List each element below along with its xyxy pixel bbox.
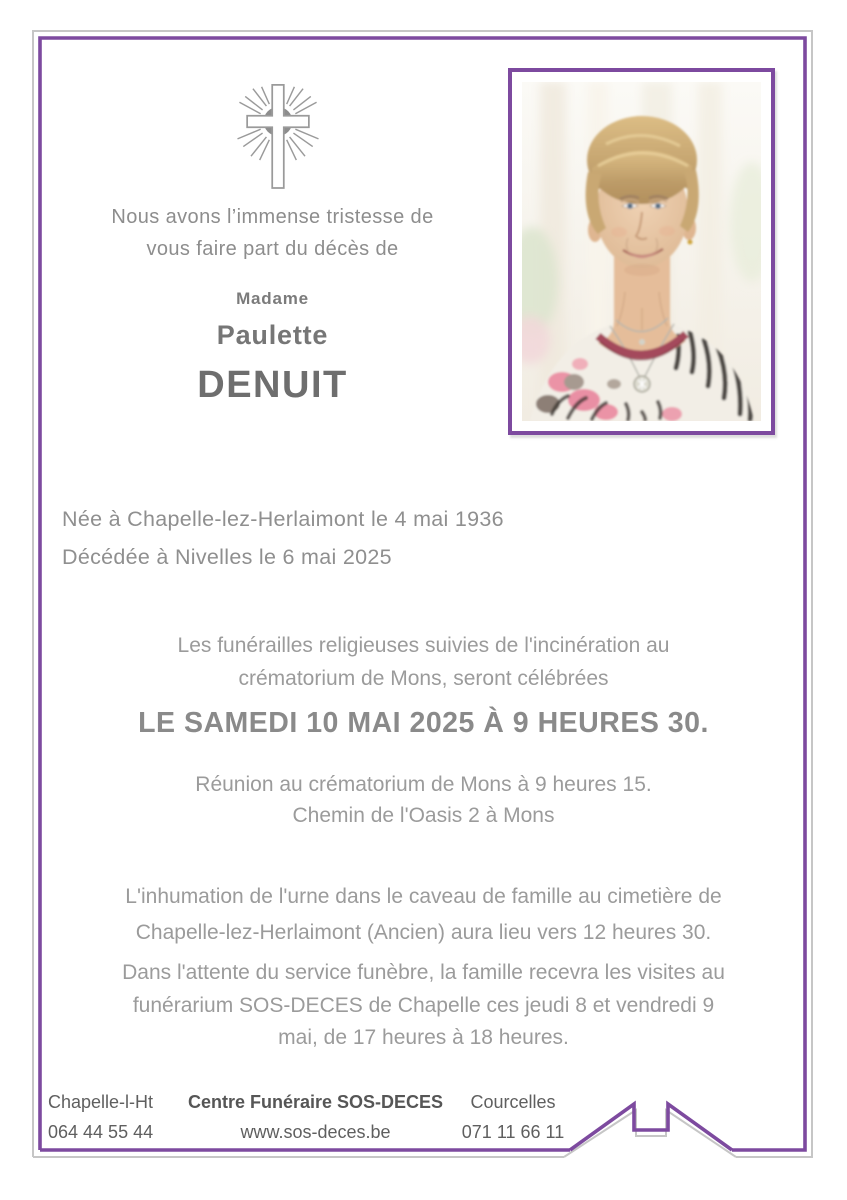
intro-line-1: Nous avons l’immense tristesse de <box>111 206 434 228</box>
footer-city-left: Chapelle-l-Ht <box>48 1092 154 1112</box>
life-dates <box>62 500 662 576</box>
last-name: DENUIT <box>197 364 348 406</box>
footer-row-cities <box>48 1092 578 1113</box>
visitation-line-1: Dans l'attente du service funèbre, la famille recevra les visites au <box>122 961 725 984</box>
footer-row-contacts <box>48 1122 578 1143</box>
honorific-title: Madame <box>236 289 309 308</box>
burial-line-1: L'inhumation de l'urne dans le caveau de famille au cimetière de <box>125 885 722 908</box>
portrait-photo-frame <box>508 68 775 435</box>
visitation-line-3: mai, de 17 heures à 18 heures. <box>278 1026 569 1049</box>
intro-line-2: vous faire part du décès de <box>146 238 399 260</box>
ceremony-line-2: crématorium de Mons, seront célébrées <box>238 667 609 690</box>
footer-phone-right: 071 11 66 11 <box>461 1122 565 1142</box>
burial-text <box>50 879 797 951</box>
first-name: Paulette <box>216 320 329 350</box>
death-line: Décédée à Nivelles le 6 mai 2025 <box>62 545 392 569</box>
burial-line-2: Chapelle-lez-Herlaimont (Ancien) aura lieu vers 12 heures 30. <box>135 921 712 944</box>
visitation-text <box>50 957 797 1055</box>
footer-city-right: Courcelles <box>470 1092 556 1112</box>
funeral-home-name: Centre Funéraire SOS-DECES <box>187 1092 444 1112</box>
visitation-line-2: funérarium SOS-DECES de Chapelle ces jeudi 8 et vendredi 9 <box>132 993 715 1017</box>
intro-text <box>40 201 505 265</box>
house-logo-outline-icon <box>570 1104 732 1150</box>
footer-phone-left: 064 44 55 44 <box>48 1122 154 1142</box>
meeting-info <box>40 769 807 831</box>
ceremony-line-1: Les funérailles religieuses suivies de l'incinération au <box>177 634 670 657</box>
house-logo-outline-gray <box>564 1110 736 1157</box>
meeting-line: Réunion au crématorium de Mons à 9 heures 15. <box>195 773 652 796</box>
address-line: Chemin de l'Oasis 2 à Mons <box>292 804 555 827</box>
ceremony-text <box>60 629 787 695</box>
ceremony-date-line: LE SAMEDI 10 MAI 2025 À 9 HEURES 30. <box>138 707 709 739</box>
portrait-photo <box>522 82 761 421</box>
cross-with-rays-icon <box>224 76 332 194</box>
birth-line: Née à Chapelle-lez-Herlaimont le 4 mai 1936 <box>62 507 504 531</box>
footer-website: www.sos-deces.be <box>240 1122 391 1142</box>
